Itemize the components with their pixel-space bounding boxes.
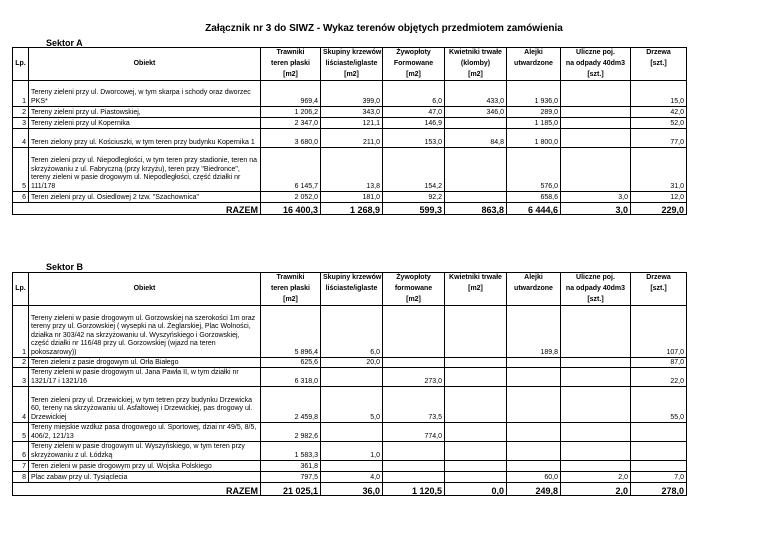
row-lp: 6 — [13, 192, 29, 203]
row-drzewa: 107,0 — [631, 306, 687, 358]
total-uliczne: 3,0 — [561, 203, 631, 215]
row-alejki: 1 800,0 — [507, 129, 561, 148]
sector-a-table — [12, 47, 687, 215]
row-lp: 5 — [13, 423, 29, 442]
total-alejki: 6 444,6 — [507, 203, 561, 215]
header-kwietniki-line-2: [m2] — [445, 284, 507, 295]
row-alejki: 658,6 — [507, 192, 561, 203]
table-row — [13, 81, 687, 107]
header-uliczne-line-3: [szt.] — [561, 295, 631, 306]
row-uliczne — [561, 107, 631, 118]
row-kwietniki — [445, 472, 507, 483]
row-uliczne — [561, 423, 631, 442]
header-alejki-line-2: utwardzone — [507, 284, 561, 295]
header-uliczne-line-3: [szt.] — [561, 70, 631, 81]
total-drzewa: 278,0 — [631, 483, 687, 496]
row-drzewa — [631, 442, 687, 461]
row-uliczne: 2,0 — [561, 472, 631, 483]
sector-b-label: Sektor B — [46, 262, 84, 272]
header-zywoploty-line-3: [m2] — [383, 295, 445, 306]
row-alejki — [507, 442, 561, 461]
row-trawniki: 1 206,2 — [261, 107, 321, 118]
header-uliczne-line-1: Uliczne poj. — [561, 48, 631, 59]
row-zywoploty: 92,2 — [383, 192, 445, 203]
header-trawniki-line-2: teren płaski — [261, 59, 321, 70]
row-drzewa: 7,0 — [631, 472, 687, 483]
total-skupiny: 1 268,9 — [321, 203, 383, 215]
total-row — [13, 203, 687, 215]
table-row — [13, 148, 687, 192]
row-uliczne — [561, 118, 631, 129]
header-zywoploty-line-3: [m2] — [383, 70, 445, 81]
document-title: Załącznik nr 3 do SIWZ - Wykaz terenów objętych przedmiotem zamówienia — [205, 23, 563, 34]
header-alejki-line-1: Alejki — [507, 48, 561, 59]
row-drzewa — [631, 423, 687, 442]
row-zywoploty: 47,0 — [383, 107, 445, 118]
header-uliczne-line-1: Uliczne poj. — [561, 273, 631, 284]
row-kwietniki — [445, 148, 507, 192]
row-zywoploty: 154,2 — [383, 148, 445, 192]
row-alejki: 60,0 — [507, 472, 561, 483]
header-obiekt: Obiekt — [29, 273, 261, 306]
row-drzewa: 15,0 — [631, 81, 687, 107]
total-lp-empty — [13, 483, 29, 496]
row-drzewa: 55,0 — [631, 387, 687, 423]
row-obiekt: Teren zieleni z pasie drogowym ul. Orła Białego — [29, 358, 261, 368]
total-trawniki: 21 025,1 — [261, 483, 321, 496]
row-drzewa: 12,0 — [631, 192, 687, 203]
row-trawniki: 3 680,0 — [261, 129, 321, 148]
header-uliczne-line-2: na odpady 40dm3 — [561, 59, 631, 70]
row-uliczne: 3,0 — [561, 192, 631, 203]
row-lp: 5 — [13, 148, 29, 192]
header-row — [13, 48, 687, 59]
row-kwietniki — [445, 442, 507, 461]
table-row — [13, 387, 687, 423]
row-lp: 7 — [13, 461, 29, 472]
total-row — [13, 483, 687, 496]
row-kwietniki — [445, 306, 507, 358]
row-trawniki: 1 583,3 — [261, 442, 321, 461]
row-kwietniki — [445, 387, 507, 423]
row-trawniki: 6 145,7 — [261, 148, 321, 192]
header-alejki-line-3 — [507, 295, 561, 306]
header-trawniki-line-1: Trawniki — [261, 48, 321, 59]
row-alejki: 189,8 — [507, 306, 561, 358]
row-obiekt: Teren zieleni przy ul. Osiedlowej 2 tzw. "Szachownica" — [29, 192, 261, 203]
row-uliczne — [561, 306, 631, 358]
row-drzewa: 42,0 — [631, 107, 687, 118]
row-trawniki: 361,8 — [261, 461, 321, 472]
header-kwietniki-line-3: [m2] — [445, 70, 507, 81]
header-zywoploty-line-2: formowane — [383, 284, 445, 295]
row-skupiny: 20,0 — [321, 358, 383, 368]
row-alejki: 1 936,0 — [507, 81, 561, 107]
header-row — [13, 273, 687, 284]
row-lp: 1 — [13, 81, 29, 107]
row-obiekt: Tereny zieleni przy ul. Dworcowej, w tym skarpa i schody oraz dworzec PKS* — [29, 81, 261, 107]
row-drzewa: 22,0 — [631, 368, 687, 387]
row-uliczne — [561, 81, 631, 107]
table-row — [13, 472, 687, 483]
row-kwietniki — [445, 461, 507, 472]
row-drzewa: 31,0 — [631, 148, 687, 192]
header-alejki-line-1: Alejki — [507, 273, 561, 284]
header-trawniki-line-3: [m2] — [261, 295, 321, 306]
row-trawniki: 6 318,0 — [261, 368, 321, 387]
header-drzewa-line-3 — [631, 295, 687, 306]
row-kwietniki — [445, 423, 507, 442]
row-alejki — [507, 368, 561, 387]
row-uliczne — [561, 129, 631, 148]
row-zywoploty: 6,0 — [383, 81, 445, 107]
row-zywoploty: 146,9 — [383, 118, 445, 129]
total-kwietniki: 863,8 — [445, 203, 507, 215]
row-obiekt: Tereny zieleni przy ul Kopernika — [29, 118, 261, 129]
row-kwietniki — [445, 358, 507, 368]
row-alejki — [507, 358, 561, 368]
row-skupiny — [321, 423, 383, 442]
row-lp: 6 — [13, 442, 29, 461]
total-trawniki: 16 400,3 — [261, 203, 321, 215]
row-zywoploty — [383, 472, 445, 483]
header-skupiny-line-2: liściaste/iglaste — [321, 59, 383, 70]
row-alejki — [507, 423, 561, 442]
row-obiekt: Teren zieleni przy ul. Niepodległości, w tym teren przy stadionie, teren na skrzyżowaniu z ul. Fabryczną (przy krzyżu), teren przy "Biedronce", tereny zieleni w pasie drogowym ul. Niepodległości, część działki nr 111/178 — [29, 148, 261, 192]
row-uliczne — [561, 461, 631, 472]
header-skupiny-line-1: Skupiny krzewów — [321, 273, 383, 284]
row-obiekt: Tereny zieleni w pasie drogowym ul. Jana Pawła II, w tym działki nr 1321/17 i 1321/16 — [29, 368, 261, 387]
row-obiekt: Tereny zieleni w pasie drogowym ul. Gorzowskiej na szerokości 1m oraz tereny przy ul. Gorzowskiej ( wysepki na ul. Żeglarskiej, Plac Wolności, działka nr 303/42 na skrzyżowaniu ul. Wyszyńskiego i Gorzowskiej, część działki nr 116/48 przy ul. Gorzowskiej (wjazd na teren pokoszarowy)) — [29, 306, 261, 358]
header-zywoploty-line-2: Formowane — [383, 59, 445, 70]
row-trawniki: 2 459,8 — [261, 387, 321, 423]
row-zywoploty — [383, 306, 445, 358]
header-skupiny-line-2: liściaste/iglaste — [321, 284, 383, 295]
row-zywoploty: 153,0 — [383, 129, 445, 148]
row-kwietniki — [445, 192, 507, 203]
header-trawniki-line-2: teren płaski — [261, 284, 321, 295]
row-drzewa — [631, 461, 687, 472]
row-lp: 2 — [13, 107, 29, 118]
row-trawniki: 625,6 — [261, 358, 321, 368]
row-trawniki: 2 347,0 — [261, 118, 321, 129]
row-uliczne — [561, 368, 631, 387]
row-skupiny — [321, 368, 383, 387]
header-skupiny-line-1: Skupiny krzewów — [321, 48, 383, 59]
row-obiekt: Plac zabaw przy ul. Tysiąclecia — [29, 472, 261, 483]
sector-b-table — [12, 272, 687, 496]
row-zywoploty: 73,5 — [383, 387, 445, 423]
table-row — [13, 306, 687, 358]
header-drzewa-line-1: Drzewa — [631, 48, 687, 59]
row-obiekt: Teren zielony przy ul. Kościuszki, w tym teren przy budynku Kopernika 1 — [29, 129, 261, 148]
row-kwietniki: 433,0 — [445, 81, 507, 107]
table-row — [13, 442, 687, 461]
row-uliczne — [561, 387, 631, 423]
row-skupiny — [321, 461, 383, 472]
total-zywoploty: 599,3 — [383, 203, 445, 215]
row-obiekt: Teren zieleni w pasie drogowym przy ul. Wojska Polskiego — [29, 461, 261, 472]
header-drzewa-line-2: [szt.] — [631, 59, 687, 70]
header-zywoploty-line-1: Żywopłoty — [383, 273, 445, 284]
table-row — [13, 358, 687, 368]
header-zywoploty-line-1: Żywopłoty — [383, 48, 445, 59]
header-drzewa-line-2: [szt.] — [631, 284, 687, 295]
header-trawniki-line-1: Trawniki — [261, 273, 321, 284]
row-obiekt: Tereny zieleni w pasie drogowym ul. Wyszyńskiego, w tym teren przy skrzyżowaniu z ul. Łódzką — [29, 442, 261, 461]
row-drzewa: 77,0 — [631, 129, 687, 148]
header-alejki-line-3 — [507, 70, 561, 81]
row-trawniki: 2 052,0 — [261, 192, 321, 203]
header-lp: Lp. — [13, 273, 29, 306]
row-zywoploty — [383, 461, 445, 472]
table-row — [13, 423, 687, 442]
table-row — [13, 461, 687, 472]
row-trawniki: 969,4 — [261, 81, 321, 107]
row-skupiny: 343,0 — [321, 107, 383, 118]
row-alejki — [507, 387, 561, 423]
row-skupiny: 181,0 — [321, 192, 383, 203]
row-alejki — [507, 461, 561, 472]
row-skupiny: 4,0 — [321, 472, 383, 483]
header-drzewa-line-1: Drzewa — [631, 273, 687, 284]
row-skupiny: 211,0 — [321, 129, 383, 148]
row-alejki: 1 185,0 — [507, 118, 561, 129]
row-zywoploty: 774,0 — [383, 423, 445, 442]
total-label: RAZEM — [29, 203, 261, 215]
row-drzewa: 52,0 — [631, 118, 687, 129]
row-kwietniki — [445, 118, 507, 129]
header-alejki-line-2: utwardzone — [507, 59, 561, 70]
row-skupiny: 399,0 — [321, 81, 383, 107]
table-row — [13, 129, 687, 148]
row-skupiny: 1,0 — [321, 442, 383, 461]
row-obiekt: Tereny miejskie wzdłuż pasa drogowego ul. Sportowej, dziai nr 49/5, 8/5, 406/2, 121/13 — [29, 423, 261, 442]
total-kwietniki: 0,0 — [445, 483, 507, 496]
total-drzewa: 229,0 — [631, 203, 687, 215]
row-zywoploty — [383, 442, 445, 461]
row-kwietniki — [445, 368, 507, 387]
table-row — [13, 118, 687, 129]
header-kwietniki-line-2: (klomby) — [445, 59, 507, 70]
total-uliczne: 2,0 — [561, 483, 631, 496]
total-label: RAZEM — [29, 483, 261, 496]
total-skupiny: 36,0 — [321, 483, 383, 496]
row-zywoploty: 273,0 — [383, 368, 445, 387]
header-skupiny-line-3 — [321, 295, 383, 306]
row-kwietniki: 346,0 — [445, 107, 507, 118]
row-kwietniki: 84,8 — [445, 129, 507, 148]
header-skupiny-line-3: [m2] — [321, 70, 383, 81]
row-lp: 4 — [13, 387, 29, 423]
row-lp: 4 — [13, 129, 29, 148]
row-uliczne — [561, 358, 631, 368]
row-lp: 1 — [13, 306, 29, 358]
row-drzewa: 87,0 — [631, 358, 687, 368]
row-alejki: 576,0 — [507, 148, 561, 192]
row-skupiny: 5,0 — [321, 387, 383, 423]
row-obiekt: Teren zieleni przy ul. Drzewickiej, w tym tetren przy budynku Drzewicka 60, tereny na skrzyżowaniu ul. Asfaltowej i Drzewickiej, pas drogowy ul. Drzewickiej — [29, 387, 261, 423]
row-obiekt: Tereny zieleni przy ul. Piastowskiej, — [29, 107, 261, 118]
row-skupiny: 121,1 — [321, 118, 383, 129]
header-trawniki-line-3: [m2] — [261, 70, 321, 81]
table-row — [13, 368, 687, 387]
row-uliczne — [561, 148, 631, 192]
header-drzewa-line-3 — [631, 70, 687, 81]
row-alejki: 289,0 — [507, 107, 561, 118]
total-alejki: 249,8 — [507, 483, 561, 496]
row-lp: 8 — [13, 472, 29, 483]
total-lp-empty — [13, 203, 29, 215]
row-lp: 2 — [13, 358, 29, 368]
header-kwietniki-line-1: Kwietniki trwałe — [445, 273, 507, 284]
row-skupiny: 13,8 — [321, 148, 383, 192]
header-kwietniki-line-1: Kwietniki trwałe — [445, 48, 507, 59]
table-row — [13, 107, 687, 118]
row-trawniki: 5 896,4 — [261, 306, 321, 358]
header-lp: Lp. — [13, 48, 29, 81]
row-skupiny: 6,0 — [321, 306, 383, 358]
header-obiekt: Obiekt — [29, 48, 261, 81]
row-lp: 3 — [13, 368, 29, 387]
row-zywoploty — [383, 358, 445, 368]
row-uliczne — [561, 442, 631, 461]
table-row — [13, 192, 687, 203]
sector-a-label: Sektor A — [46, 38, 83, 48]
row-lp: 3 — [13, 118, 29, 129]
header-kwietniki-line-3 — [445, 295, 507, 306]
header-uliczne-line-2: na odpady 40dm3 — [561, 284, 631, 295]
row-trawniki: 797,5 — [261, 472, 321, 483]
row-trawniki: 2 982,6 — [261, 423, 321, 442]
total-zywoploty: 1 120,5 — [383, 483, 445, 496]
